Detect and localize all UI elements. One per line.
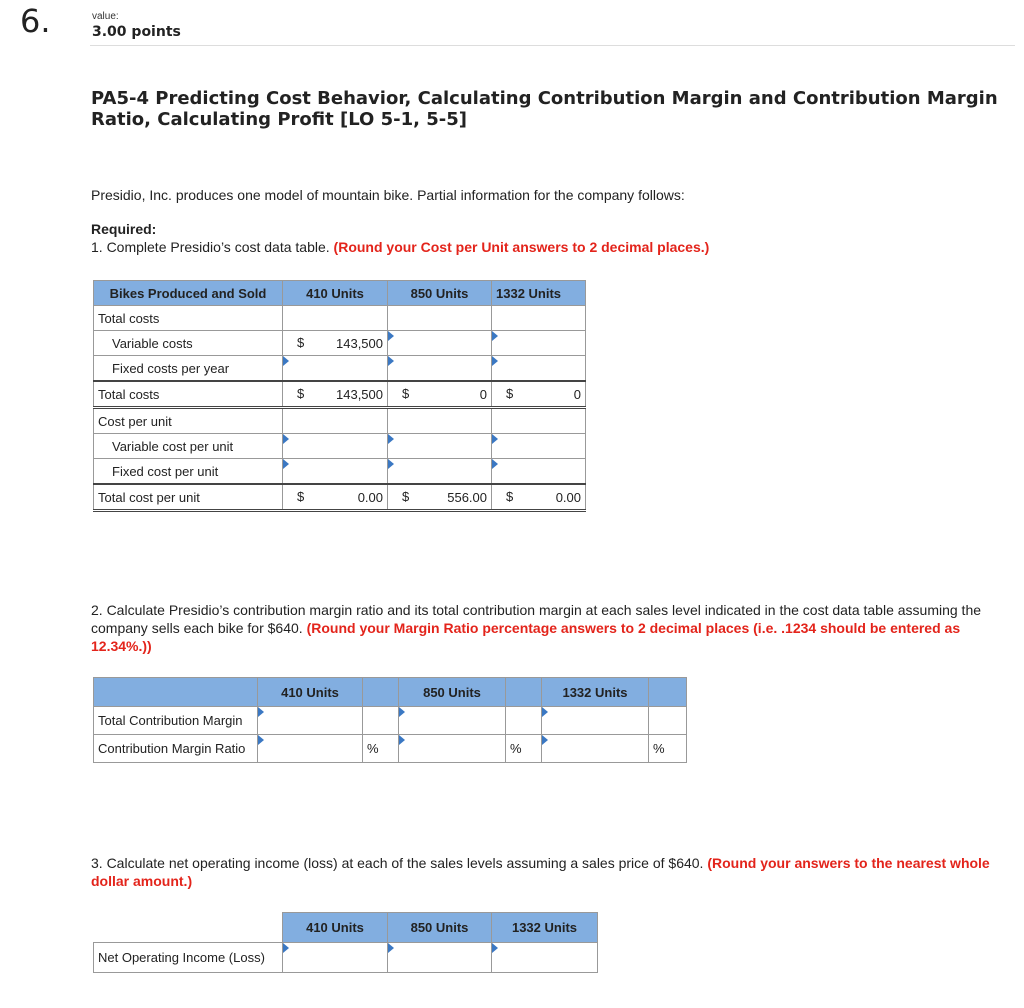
row-label: Total costs	[94, 381, 283, 408]
header-1332: 1332 Units	[492, 281, 586, 306]
header-410: 410 Units	[258, 678, 363, 707]
value: 143,500	[336, 335, 383, 351]
currency-symbol: $	[297, 335, 305, 350]
total-costs-410	[283, 381, 388, 408]
currency-symbol: $	[297, 386, 305, 401]
percent-sign: %	[506, 735, 542, 763]
input-marker-icon	[388, 943, 394, 953]
row-label: Net Operating Income (Loss)	[94, 943, 283, 973]
tcm-850-input[interactable]	[399, 707, 506, 735]
input-marker-icon	[283, 459, 289, 469]
fixed-costs-850-input[interactable]	[388, 356, 492, 382]
cmr-410-input[interactable]	[258, 735, 363, 763]
input-marker-icon	[388, 459, 394, 469]
value: 0	[573, 386, 581, 402]
value: 0.00	[555, 489, 581, 505]
value: 556.00	[447, 489, 487, 505]
tcm-410-input[interactable]	[258, 707, 363, 735]
part2-prompt	[91, 601, 1016, 655]
row-label: Contribution Margin Ratio	[94, 735, 258, 763]
part1-instruction: (Round your Cost per Unit answers to 2 decimal places.)	[333, 239, 710, 255]
header-410: 410 Units	[283, 281, 388, 306]
total-cpu-1332	[492, 484, 586, 511]
header-bikes: Bikes Produced and Sold	[94, 281, 283, 306]
value: 143,500	[336, 386, 383, 402]
noi-1332-input[interactable]	[492, 943, 598, 973]
contribution-margin-table	[93, 677, 687, 763]
input-marker-icon	[542, 707, 548, 717]
intro-text: Presidio, Inc. produces one model of mountain bike. Partial information for the company follows:	[91, 187, 685, 203]
divider	[90, 45, 1015, 46]
input-marker-icon	[399, 707, 405, 717]
row-label: Variable cost per unit	[94, 434, 283, 459]
part3-text: 3. Calculate net operating income (loss) at each of the sales levels assuming a sales price of $640.	[91, 855, 708, 871]
input-marker-icon	[542, 735, 548, 745]
currency-symbol: $	[506, 489, 514, 504]
total-costs-1332	[492, 381, 586, 408]
input-marker-icon	[492, 943, 498, 953]
input-marker-icon	[388, 356, 394, 366]
total-cpu-410	[283, 484, 388, 511]
required-label: Required:	[91, 221, 157, 237]
input-marker-icon	[283, 356, 289, 366]
part2-instruction: (Round your Margin Ratio percentage answers to 2 decimal places (i.e. .1234 should be entered as 12.34%.))	[91, 620, 961, 654]
noi-410-input[interactable]	[283, 943, 388, 973]
fixed-cpu-1332-input[interactable]	[492, 459, 586, 485]
row-label: Total costs	[94, 306, 283, 331]
input-marker-icon	[283, 434, 289, 444]
value-label: value:	[92, 11, 119, 22]
row-label: Total cost per unit	[94, 484, 283, 511]
input-marker-icon	[492, 434, 498, 444]
tcm-1332-input[interactable]	[542, 707, 649, 735]
header-blank	[94, 913, 283, 943]
fixed-costs-410-input[interactable]	[283, 356, 388, 382]
fixed-cpu-410-input[interactable]	[283, 459, 388, 485]
header-850: 850 Units	[399, 678, 506, 707]
noi-850-input[interactable]	[388, 943, 492, 973]
part1-text: 1. Complete Presidio’s cost data table.	[91, 239, 334, 255]
row-label: Variable costs	[94, 331, 283, 356]
input-marker-icon	[388, 434, 394, 444]
part3-prompt	[91, 854, 1016, 890]
header-1332: 1332 Units	[492, 913, 598, 943]
variable-costs-850-input[interactable]	[388, 331, 492, 356]
header-1332: 1332 Units	[542, 678, 649, 707]
value: 0.00	[357, 489, 383, 505]
row-label: Total Contribution Margin	[94, 707, 258, 735]
input-marker-icon	[283, 943, 289, 953]
problem-title: PA5-4 Predicting Cost Behavior, Calculating Contribution Margin and Contribution Margin Ratio, Calculating Profit [LO 5-1, 5-5]	[91, 88, 998, 130]
header-850: 850 Units	[388, 913, 492, 943]
var-cpu-850-input[interactable]	[388, 434, 492, 459]
input-marker-icon	[258, 735, 264, 745]
row-label: Fixed costs per year	[94, 356, 283, 382]
header-blank	[94, 678, 258, 707]
cmr-1332-input[interactable]	[542, 735, 649, 763]
currency-symbol: $	[506, 386, 514, 401]
part2-text: 2. Calculate Presidio’s contribution margin ratio and its total contribution margin at each sales level indicated in the cost data table assuming the company sells each bike for $640.	[91, 602, 982, 636]
points-value: 3.00 points	[92, 24, 181, 40]
total-cpu-850	[388, 484, 492, 511]
part3-instruction: (Round your answers to the nearest whole dollar amount.)	[91, 855, 990, 889]
row-label: Fixed cost per unit	[94, 459, 283, 485]
value: 0	[479, 386, 487, 402]
input-marker-icon	[492, 356, 498, 366]
input-marker-icon	[492, 331, 498, 341]
currency-symbol: $	[402, 386, 410, 401]
percent-sign: %	[649, 735, 687, 763]
part1-prompt	[91, 238, 709, 256]
input-marker-icon	[258, 707, 264, 717]
fixed-cpu-850-input[interactable]	[388, 459, 492, 485]
net-operating-income-table	[93, 912, 598, 973]
percent-sign: %	[363, 735, 399, 763]
fixed-costs-1332-input[interactable]	[492, 356, 586, 382]
variable-costs-410	[283, 331, 388, 356]
input-marker-icon	[399, 735, 405, 745]
variable-costs-1332-input[interactable]	[492, 331, 586, 356]
total-costs-850	[388, 381, 492, 408]
input-marker-icon	[388, 331, 394, 341]
header-410: 410 Units	[283, 913, 388, 943]
var-cpu-1332-input[interactable]	[492, 434, 586, 459]
var-cpu-410-input[interactable]	[283, 434, 388, 459]
currency-symbol: $	[297, 489, 305, 504]
question-number: 6.	[20, 2, 51, 40]
cost-data-table	[93, 280, 586, 512]
row-label: Cost per unit	[94, 408, 283, 434]
input-marker-icon	[492, 459, 498, 469]
header-850: 850 Units	[388, 281, 492, 306]
cmr-850-input[interactable]	[399, 735, 506, 763]
currency-symbol: $	[402, 489, 410, 504]
